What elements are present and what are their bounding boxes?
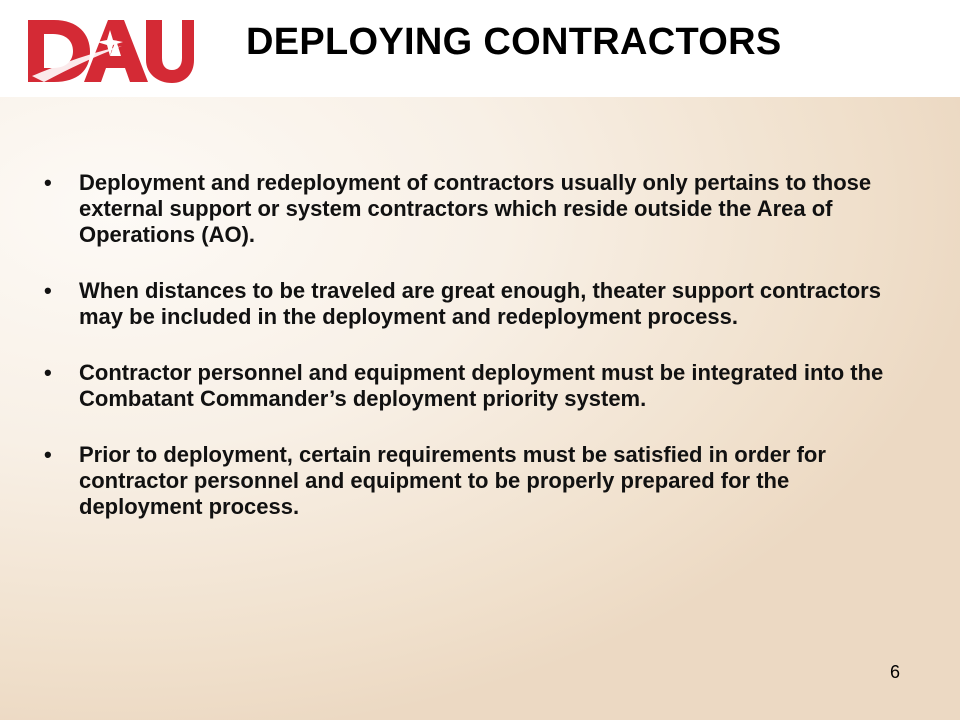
bullet-text: When distances to be traveled are great enough, theater support contractors may be included in the deployment and redeployment process. <box>79 278 881 329</box>
bullet-text: Prior to deployment, certain requirements must be satisfied in order for contractor personnel and equipment to be properly prepared for the deployment process. <box>79 442 826 519</box>
slide-title: DEPLOYING CONTRACTORS <box>246 21 782 63</box>
bullet-dot-icon: • <box>44 278 52 303</box>
page-number: 6 <box>890 662 901 682</box>
bullet-text: Deployment and redeployment of contractors usually only pertains to those external support or system contractors which reside outside the Area of Operations (AO). <box>79 170 872 247</box>
bullet-item <box>44 360 904 412</box>
svg-text:DAU: DAU <box>26 16 29 17</box>
dau-logo <box>26 16 194 84</box>
slide-content <box>0 97 960 720</box>
bullet-list <box>44 170 904 550</box>
bullet-dot-icon: • <box>44 442 52 467</box>
bullet-item <box>44 442 904 520</box>
bullet-dot-icon: • <box>44 170 52 195</box>
slide-header <box>0 0 960 97</box>
bullet-dot-icon: • <box>44 360 52 385</box>
bullet-text: Contractor personnel and equipment deployment must be integrated into the Combatant Commander’s deployment priority system. <box>79 360 884 411</box>
bullet-item <box>44 278 904 330</box>
bullet-item <box>44 170 904 248</box>
